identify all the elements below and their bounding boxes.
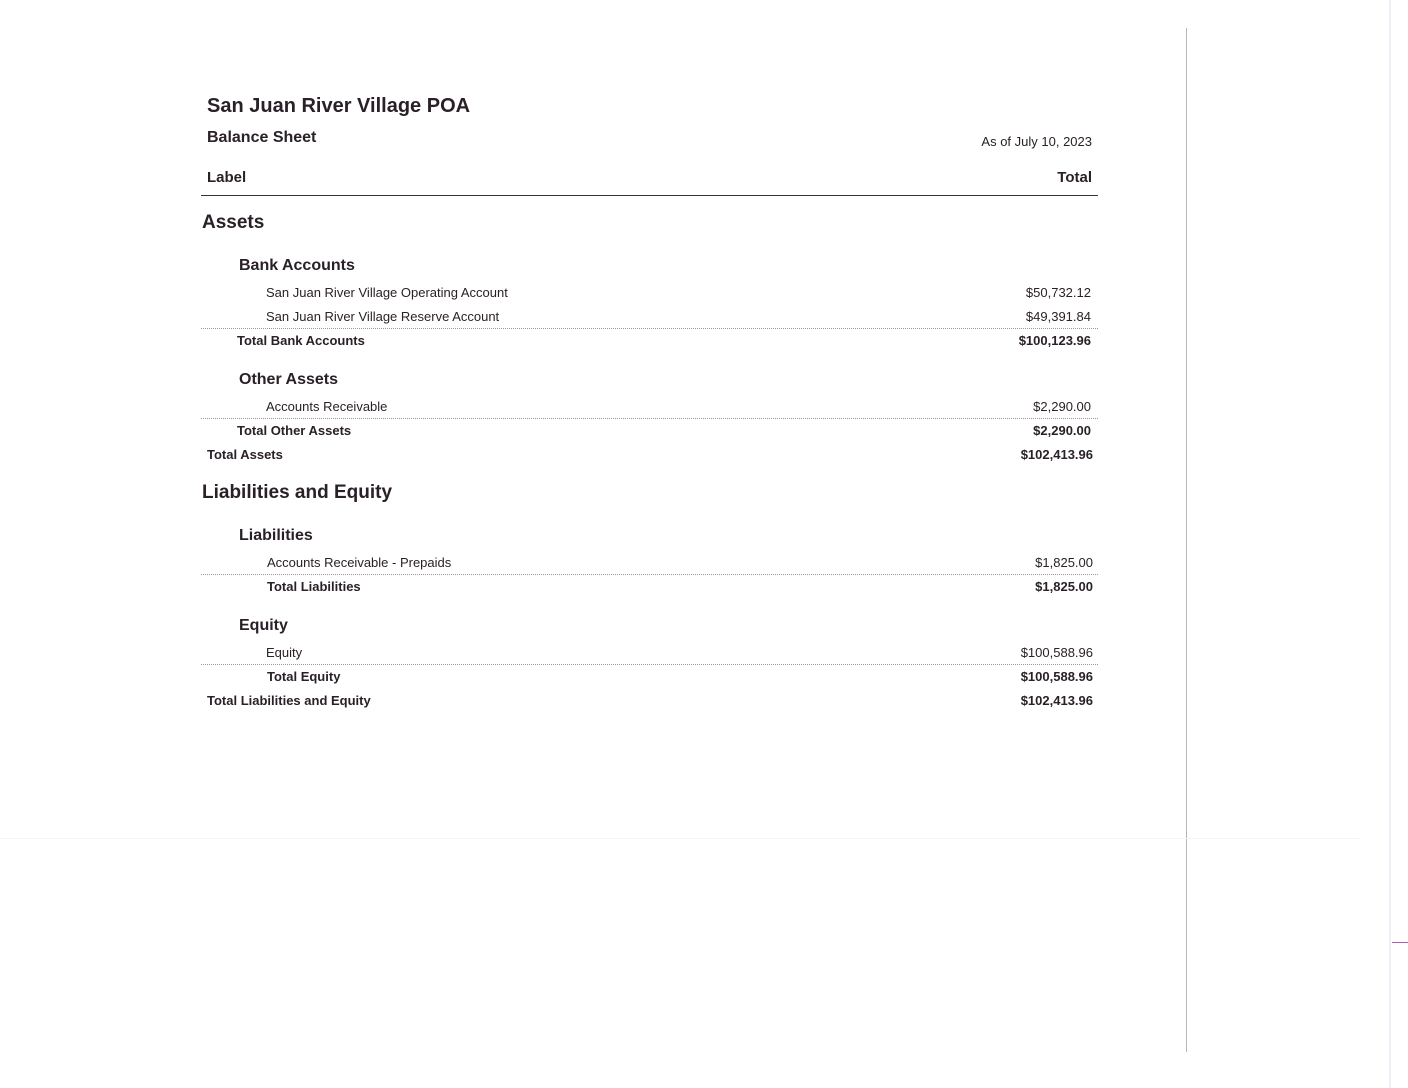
account-label: San Juan River Village Operating Account bbox=[266, 285, 508, 300]
group-heading: Liabilities bbox=[239, 527, 313, 544]
total-row bbox=[200, 447, 1097, 467]
subtotal-amount: $100,588.96 bbox=[1020, 669, 1093, 684]
section-assets bbox=[200, 212, 1097, 232]
total-label: Total Liabilities and Equity bbox=[207, 693, 371, 708]
subtotal-divider bbox=[201, 418, 1098, 419]
group-heading: Bank Accounts bbox=[239, 257, 355, 274]
total-amount: $102,413.96 bbox=[1020, 447, 1093, 462]
list-item bbox=[200, 399, 1097, 419]
subtotal-row bbox=[200, 333, 1097, 353]
subtotal-row bbox=[200, 579, 1097, 599]
subtotal-label: Total Equity bbox=[267, 669, 341, 684]
report-date: As of July 10, 2023 bbox=[981, 134, 1092, 149]
group-bank-accounts bbox=[200, 257, 1097, 277]
total-amount: $102,413.96 bbox=[1020, 693, 1093, 708]
group-other-assets bbox=[200, 371, 1097, 391]
account-amount: $100,588.96 bbox=[1020, 645, 1093, 660]
group-liabilities bbox=[200, 527, 1097, 547]
scan-artifact-mark bbox=[1392, 942, 1408, 943]
account-label: Accounts Receivable - Prepaids bbox=[267, 555, 452, 570]
account-label: Accounts Receivable bbox=[266, 399, 388, 414]
account-amount: $1,825.00 bbox=[1035, 555, 1093, 570]
subtotal-label: Total Bank Accounts bbox=[237, 333, 365, 348]
total-label: Total Assets bbox=[207, 447, 283, 462]
list-item bbox=[200, 555, 1097, 575]
list-item bbox=[200, 285, 1097, 305]
section-liabilities-and-equity bbox=[200, 482, 1097, 502]
subtotal-divider bbox=[201, 664, 1098, 665]
account-label: San Juan River Village Reserve Account bbox=[266, 309, 500, 324]
column-header-total: Total bbox=[1057, 169, 1092, 186]
subtotal-amount: $2,290.00 bbox=[1033, 423, 1091, 438]
total-row bbox=[200, 693, 1097, 713]
group-heading: Other Assets bbox=[239, 371, 338, 388]
account-amount: $50,732.12 bbox=[1025, 285, 1091, 300]
subtotal-label: Total Liabilities bbox=[267, 579, 361, 594]
subtotal-amount: $1,825.00 bbox=[1035, 579, 1093, 594]
list-item bbox=[200, 645, 1097, 665]
subtotal-row bbox=[200, 423, 1097, 443]
group-equity bbox=[200, 617, 1097, 637]
column-header-label: Label bbox=[207, 169, 247, 186]
org-name: San Juan River Village POA bbox=[207, 95, 471, 117]
account-amount: $49,391.84 bbox=[1025, 309, 1091, 324]
group-heading: Equity bbox=[239, 617, 288, 634]
subtotal-amount: $100,123.96 bbox=[1018, 333, 1091, 348]
list-item bbox=[200, 309, 1097, 329]
subtotal-divider bbox=[201, 328, 1098, 329]
section-heading: Assets bbox=[202, 212, 265, 233]
subtotal-label: Total Other Assets bbox=[237, 423, 352, 438]
account-amount: $2,290.00 bbox=[1033, 399, 1091, 414]
section-heading: Liabilities and Equity bbox=[202, 482, 393, 503]
subtotal-row bbox=[200, 669, 1097, 689]
scan-artifact-page-edge bbox=[1389, 0, 1391, 1088]
account-label: Equity bbox=[266, 645, 303, 660]
subtotal-divider bbox=[201, 574, 1098, 575]
report-title: Balance Sheet bbox=[207, 129, 317, 146]
scan-artifact-vertical-line bbox=[1186, 28, 1187, 1052]
header-divider bbox=[201, 195, 1098, 196]
scan-artifact-fold-line bbox=[0, 838, 1360, 839]
